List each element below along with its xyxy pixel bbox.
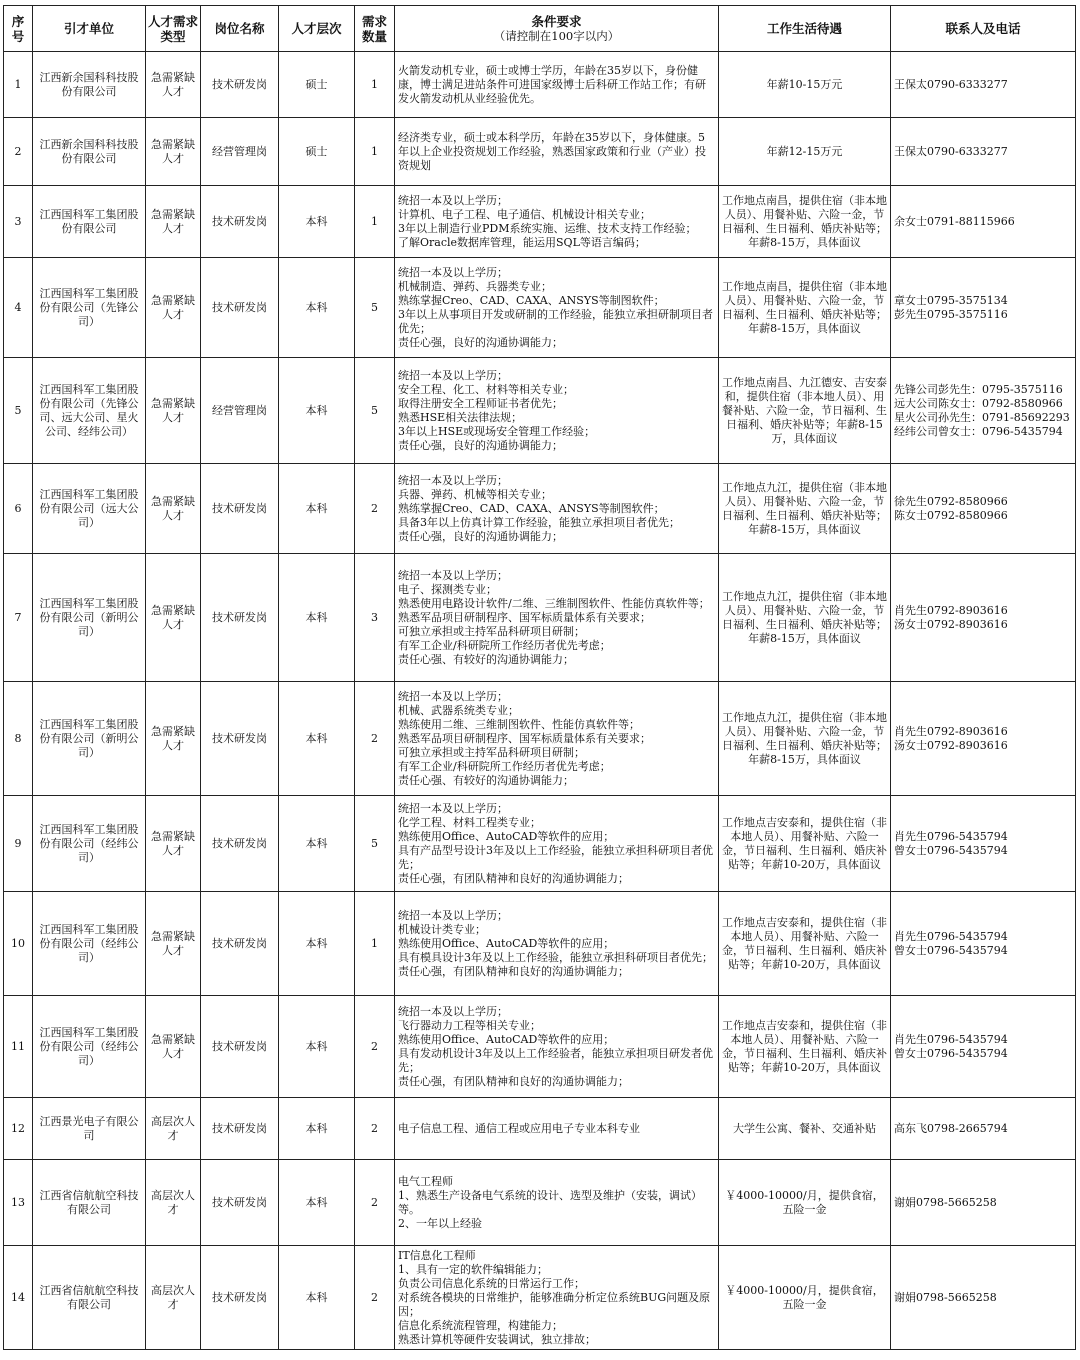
cell-position: 技术研发岗 xyxy=(201,258,279,358)
cell-requirements: IT信息化工程师 1、具有一定的软件编辑能力； 负责公司信息化系统的日常运行工作； 对系统各模块的日常维护，能够准确分析定位系统BUG问题及原因； 信息化系统流程管理，构建能力； 熟悉计算机等硬件安装调试，独立排故； xyxy=(395,1246,719,1350)
cell-seq: 6 xyxy=(4,464,33,554)
cell-position: 经营管理岗 xyxy=(201,118,279,186)
cell-talent-type: 急需紧缺人才 xyxy=(146,554,201,682)
recruitment-table xyxy=(3,5,1076,1350)
cell-talent-type: 急需紧缺人才 xyxy=(146,464,201,554)
cell-position: 技术研发岗 xyxy=(201,892,279,996)
cell-benefits: ￥4000-10000/月，提供食宿，五险一金 xyxy=(719,1246,891,1350)
table-row xyxy=(4,796,1076,892)
cell-requirements: 统招一本及以上学历； 飞行器动力工程等相关专业； 熟练使用Office、AutoCAD等软件的应用； 具有发动机设计3年及以上工作经验者，能独立承担项目研发者优先； 责任心强，有团队精神和良好的沟通协调能力； xyxy=(395,996,719,1098)
cell-talent-type: 急需紧缺人才 xyxy=(146,52,201,118)
table-row xyxy=(4,52,1076,118)
cell-requirements: 统招一本及以上学历； 机械设计类专业； 熟练使用Office、AutoCAD等软件的应用； 具有模具设计3年及以上工作经验，能独立承担科研项目者优先； 责任心强，有团队精神和良好的沟通协调能力； xyxy=(395,892,719,996)
cell-seq: 1 xyxy=(4,52,33,118)
cell-position: 技术研发岗 xyxy=(201,464,279,554)
cell-seq: 4 xyxy=(4,258,33,358)
cell-contact: 先锋公司彭先生：0795-3575116 远大公司陈女士：0792-8580966 星火公司孙先生：0791-85692293 经纬公司曾女士：0796-5435794 xyxy=(891,358,1076,464)
header-requirements-note: （请控制在100字以内） xyxy=(493,28,620,43)
table-row xyxy=(4,464,1076,554)
cell-unit: 江西国科军工集团股份有限公司（经纬公司） xyxy=(33,796,146,892)
cell-talent-type: 急需紧缺人才 xyxy=(146,258,201,358)
table-row xyxy=(4,682,1076,796)
cell-contact: 王保太0790-6333277 xyxy=(891,52,1076,118)
cell-count: 1 xyxy=(355,186,395,258)
cell-unit: 江西国科军工集团股份有限公司（先锋公司） xyxy=(33,258,146,358)
cell-contact: 肖先生0792-8903616 汤女士0792-8903616 xyxy=(891,682,1076,796)
cell-talent-type: 急需紧缺人才 xyxy=(146,682,201,796)
header-talent-type: 人才需求类型 xyxy=(146,6,201,52)
cell-benefits: 工作地点九江，提供住宿（非本地人员）、用餐补贴、六险一金，节日福利、生日福利、婚庆补贴等；年薪8-15万，具体面议 xyxy=(719,554,891,682)
cell-benefits: 工作地点吉安泰和，提供住宿（非本地人员）、用餐补贴、六险一金，节日福利、生日福利、婚庆补贴等；年薪10-20万，具体面议 xyxy=(719,892,891,996)
header-row xyxy=(4,6,1076,52)
cell-level: 本科 xyxy=(279,464,355,554)
cell-count: 2 xyxy=(355,1098,395,1160)
cell-level: 本科 xyxy=(279,996,355,1098)
cell-position: 技术研发岗 xyxy=(201,996,279,1098)
table-row xyxy=(4,1246,1076,1350)
cell-benefits: 工作地点南昌，提供住宿（非本地人员）、用餐补贴、六险一金，节日福利、生日福利、婚庆补贴等；年薪8-15万，具体面议 xyxy=(719,186,891,258)
cell-talent-type: 急需紧缺人才 xyxy=(146,892,201,996)
cell-requirements: 统招一本及以上学历； 安全工程、化工、材料等相关专业； 取得注册安全工程师证书者优先； 熟悉HSE相关法律法规； 3年以上HSE或现场安全管理工作经验； 责任心强，良好的沟通协调能力； xyxy=(395,358,719,464)
cell-contact: 肖先生0796-5435794 曾女士0796-5435794 xyxy=(891,796,1076,892)
table-row xyxy=(4,118,1076,186)
cell-benefits: 工作地点南昌、九江德安、吉安泰和，提供住宿（非本地人员）、用餐补贴、六险一金，节日福利、生日福利、婚庆补贴等；年薪8-15万，具体面议 xyxy=(719,358,891,464)
cell-benefits: 年薪10-15万元 xyxy=(719,52,891,118)
cell-level: 本科 xyxy=(279,1098,355,1160)
cell-count: 5 xyxy=(355,258,395,358)
cell-talent-type: 急需紧缺人才 xyxy=(146,996,201,1098)
cell-position: 技术研发岗 xyxy=(201,1160,279,1246)
cell-count: 2 xyxy=(355,996,395,1098)
cell-requirements: 统招一本及以上学历； 计算机、电子工程、电子通信、机械设计相关专业； 3年以上制造行业PDM系统实施、运维、技术支持工作经验； 了解Oracle数据库管理，能运用SQL等语言编码； xyxy=(395,186,719,258)
cell-talent-type: 高层次人才 xyxy=(146,1098,201,1160)
cell-position: 技术研发岗 xyxy=(201,796,279,892)
cell-unit: 江西国科军工集团股份有限公司（远大公司） xyxy=(33,464,146,554)
cell-position: 技术研发岗 xyxy=(201,682,279,796)
cell-unit: 江西新余国科科技股份有限公司 xyxy=(33,118,146,186)
cell-benefits: 工作地点九江，提供住宿（非本地人员）、用餐补贴、六险一金，节日福利、生日福利、婚庆补贴等；年薪8-15万，具体面议 xyxy=(719,682,891,796)
cell-count: 1 xyxy=(355,118,395,186)
cell-contact: 肖先生0796-5435794 曾女士0796-5435794 xyxy=(891,892,1076,996)
table-row xyxy=(4,554,1076,682)
cell-level: 本科 xyxy=(279,358,355,464)
table-body xyxy=(4,52,1076,1350)
cell-level: 本科 xyxy=(279,186,355,258)
cell-seq: 3 xyxy=(4,186,33,258)
cell-level: 本科 xyxy=(279,554,355,682)
cell-requirements: 统招一本及以上学历； 化学工程、材料工程类专业； 熟练使用Office、AutoCAD等软件的应用； 具有产品型号设计3年及以上工作经验，能独立承担科研项目者优先； 责任心强，有团队精神和良好的沟通协调能力； xyxy=(395,796,719,892)
cell-benefits: 大学生公寓、餐补、交通补贴 xyxy=(719,1098,891,1160)
cell-benefits: ￥4000-10000/月，提供食宿，五险一金 xyxy=(719,1160,891,1246)
cell-level: 本科 xyxy=(279,892,355,996)
cell-benefits: 年薪12-15万元 xyxy=(719,118,891,186)
cell-requirements: 电气工程师 1、熟悉生产设备电气系统的设计、选型及维护（安装，调试）等。 2、一年以上经验 xyxy=(395,1160,719,1246)
cell-unit: 江西国科军工集团股份有限公司（新明公司） xyxy=(33,682,146,796)
cell-benefits: 工作地点九江，提供住宿（非本地人员）、用餐补贴、六险一金，节日福利、生日福利、婚庆补贴等；年薪8-15万，具体面议 xyxy=(719,464,891,554)
cell-contact: 谢娟0798-5665258 xyxy=(891,1246,1076,1350)
cell-count: 2 xyxy=(355,1246,395,1350)
cell-requirements: 统招一本及以上学历； 兵器、弹药、机械等相关专业； 熟练掌握Creo、CAD、CAXA、ANSYS等制图软件； 具备3年以上仿真计算工作经验，能独立承担项目者优先； 责任心强，良好的沟通协调能力； xyxy=(395,464,719,554)
cell-count: 2 xyxy=(355,682,395,796)
cell-seq: 12 xyxy=(4,1098,33,1160)
header-seq: 序号 xyxy=(4,6,33,52)
cell-seq: 7 xyxy=(4,554,33,682)
cell-contact: 徐先生0792-8580966 陈女士0792-8580966 xyxy=(891,464,1076,554)
table-row xyxy=(4,996,1076,1098)
header-benefits: 工作生活待遇 xyxy=(719,6,891,52)
cell-count: 5 xyxy=(355,796,395,892)
cell-seq: 13 xyxy=(4,1160,33,1246)
cell-unit: 江西景光电子有限公司 xyxy=(33,1098,146,1160)
cell-count: 2 xyxy=(355,464,395,554)
cell-talent-type: 高层次人才 xyxy=(146,1246,201,1350)
cell-level: 本科 xyxy=(279,1246,355,1350)
cell-position: 技术研发岗 xyxy=(201,186,279,258)
cell-position: 技术研发岗 xyxy=(201,1246,279,1350)
cell-level: 本科 xyxy=(279,258,355,358)
cell-count: 2 xyxy=(355,1160,395,1246)
header-position: 岗位名称 xyxy=(201,6,279,52)
cell-seq: 8 xyxy=(4,682,33,796)
cell-unit: 江西省信航航空科技有限公司 xyxy=(33,1160,146,1246)
cell-unit: 江西国科军工集团股份有限公司（先锋公司、远大公司、星火公司、经纬公司） xyxy=(33,358,146,464)
header-level: 人才层次 xyxy=(279,6,355,52)
cell-requirements: 电子信息工程、通信工程或应用电子专业本科专业 xyxy=(395,1098,719,1160)
table-row xyxy=(4,258,1076,358)
cell-count: 3 xyxy=(355,554,395,682)
cell-unit: 江西省信航航空科技有限公司 xyxy=(33,1246,146,1350)
cell-position: 技术研发岗 xyxy=(201,1098,279,1160)
cell-unit: 江西国科军工集团股份有限公司（新明公司） xyxy=(33,554,146,682)
header-requirements xyxy=(395,6,719,52)
table-row xyxy=(4,358,1076,464)
cell-requirements: 统招一本及以上学历； 机械、武器系统类专业； 熟练使用二维、三维制图软件、性能仿真软件等； 熟悉军品项目研制程序、国军标质量体系有关要求； 可独立承担或主持军品科研项目研制； 有军工企业/科研院所工作经历者优先考虑； 责任心强、有较好的沟通协调能力； xyxy=(395,682,719,796)
table-row xyxy=(4,1098,1076,1160)
cell-contact: 肖先生0792-8903616 汤女士0792-8903616 xyxy=(891,554,1076,682)
cell-seq: 11 xyxy=(4,996,33,1098)
cell-talent-type: 急需紧缺人才 xyxy=(146,118,201,186)
cell-count: 1 xyxy=(355,892,395,996)
cell-seq: 10 xyxy=(4,892,33,996)
cell-seq: 14 xyxy=(4,1246,33,1350)
cell-seq: 2 xyxy=(4,118,33,186)
cell-requirements: 经济类专业，硕士或本科学历，年龄在35岁以下，身体健康。5年以上企业投资规划工作经验，熟悉国家政策和行业（产业）投资规划 xyxy=(395,118,719,186)
cell-unit: 江西国科军工集团股份有限公司 xyxy=(33,186,146,258)
cell-position: 技术研发岗 xyxy=(201,52,279,118)
cell-contact: 王保太0790-6333277 xyxy=(891,118,1076,186)
cell-contact: 章女士0795-3575134 彭先生0795-3575116 xyxy=(891,258,1076,358)
table-row xyxy=(4,1160,1076,1246)
cell-benefits: 工作地点南昌，提供住宿（非本地人员）、用餐补贴、六险一金，节日福利、生日福利、婚庆补贴等；年薪8-15万，具体面议 xyxy=(719,258,891,358)
cell-contact: 谢娟0798-5665258 xyxy=(891,1160,1076,1246)
cell-contact: 高东飞0798-2665794 xyxy=(891,1098,1076,1160)
cell-talent-type: 急需紧缺人才 xyxy=(146,186,201,258)
header-requirements-title: 条件要求 xyxy=(531,13,582,29)
cell-requirements: 火箭发动机专业，硕士或博士学历，年龄在35岁以下，身份健康，博士满足进站条件可进国家级博士后科研工作站工作；有研发火箭发动机从业经验优先。 xyxy=(395,52,719,118)
recruitment-table-sheet xyxy=(3,5,1076,1350)
cell-talent-type: 高层次人才 xyxy=(146,1160,201,1246)
cell-benefits: 工作地点吉安泰和，提供住宿（非本地人员）、用餐补贴、六险一金，节日福利、生日福利、婚庆补贴等；年薪10-20万，具体面议 xyxy=(719,796,891,892)
cell-position: 经营管理岗 xyxy=(201,358,279,464)
cell-count: 1 xyxy=(355,52,395,118)
cell-unit: 江西国科军工集团股份有限公司（经纬公司） xyxy=(33,996,146,1098)
cell-unit: 江西国科军工集团股份有限公司（经纬公司） xyxy=(33,892,146,996)
header-contact: 联系人及电话 xyxy=(891,6,1076,52)
cell-level: 硕士 xyxy=(279,52,355,118)
cell-requirements: 统招一本及以上学历； 机械制造、弹药、兵器类专业； 熟练掌握Creo、CAD、CAXA、ANSYS等制图软件； 3年以上从事项目开发或研制的工作经验，能独立承担研制项目者优先； 责任心强，良好的沟通协调能力； xyxy=(395,258,719,358)
table-row xyxy=(4,186,1076,258)
cell-benefits: 工作地点吉安泰和，提供住宿（非本地人员）、用餐补贴、六险一金，节日福利、生日福利、婚庆补贴等；年薪10-20万，具体面议 xyxy=(719,996,891,1098)
cell-requirements: 统招一本及以上学历； 电子、探测类专业； 熟悉使用电路设计软件/二维、三维制图软件、性能仿真软件等； 熟悉军品项目研制程序、国军标质量体系有关要求； 可独立承担或主持军品科研项目研制； 有军工企业/科研院所工作经历者优先考虑； 责任心强、有较好的沟通协调能力； xyxy=(395,554,719,682)
cell-level: 硕士 xyxy=(279,118,355,186)
cell-level: 本科 xyxy=(279,682,355,796)
header-unit: 引才单位 xyxy=(33,6,146,52)
cell-level: 本科 xyxy=(279,796,355,892)
cell-position: 技术研发岗 xyxy=(201,554,279,682)
cell-unit: 江西新余国科科技股份有限公司 xyxy=(33,52,146,118)
cell-talent-type: 急需紧缺人才 xyxy=(146,358,201,464)
cell-seq: 9 xyxy=(4,796,33,892)
header-count: 需求数量 xyxy=(355,6,395,52)
cell-level: 本科 xyxy=(279,1160,355,1246)
table-row xyxy=(4,892,1076,996)
cell-contact: 肖先生0796-5435794 曾女士0796-5435794 xyxy=(891,996,1076,1098)
cell-seq: 5 xyxy=(4,358,33,464)
cell-contact: 余女士0791-88115966 xyxy=(891,186,1076,258)
cell-talent-type: 急需紧缺人才 xyxy=(146,796,201,892)
cell-count: 5 xyxy=(355,358,395,464)
